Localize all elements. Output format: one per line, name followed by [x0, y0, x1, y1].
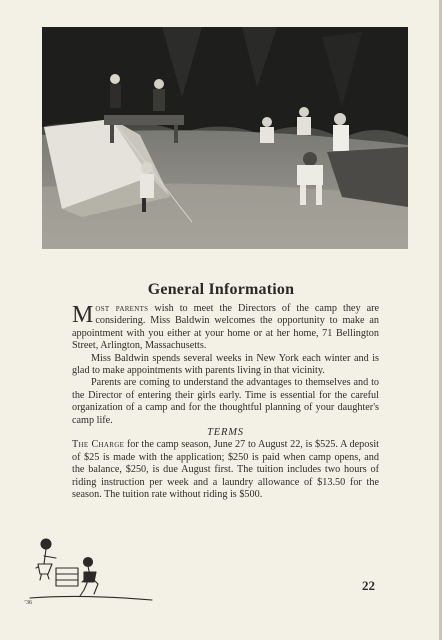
paragraph-new-york: Miss Baldwin spends several weeks in New York each winter and is glad to make appointments with parents living in that vicinity.: [72, 352, 379, 377]
illustration-signature: ’36: [24, 600, 32, 606]
terms-text: for the camp season, June 27 to August 22, is $525. A deposit of $25 is made with the application; $250 is paid when camp opens, and the balance, $250, is due August first. The tuition includes two hours of riding instruction per week and a laundry allowance of $13.50 for the season. The tuition rate without riding is $500.: [72, 439, 379, 501]
paragraph-intro: [72, 303, 379, 353]
intro-text: wish to meet the Directors of the camp they are considering. Miss Baldwin welcomes the opportunity to make an appointment with you either at your home or at her home, 71 Bellington Street, Arlington, Massachusetts.: [72, 303, 380, 352]
intro-smallcaps: ost parents: [95, 303, 149, 314]
terms-heading: TERMS: [207, 427, 244, 439]
page-title: General Information: [147, 281, 295, 298]
camp-tent-photo-icon: [42, 27, 408, 249]
body-text: [72, 303, 379, 502]
paragraph-early-entry: Parents are coming to understand the advantages to themselves and to the Director of entering their girls early. Time is essential for the careful organization of a camp and for the thoughtful planning of your daughter's camp life.: [72, 377, 379, 426]
terms-lead: The Charge: [72, 439, 125, 451]
illustration: [22, 534, 162, 610]
drop-cap: M: [72, 302, 94, 328]
paragraph-terms: [72, 439, 379, 501]
girls-sketch-icon: [22, 534, 162, 610]
page-number: 22: [362, 578, 375, 593]
camp-photo: [42, 27, 408, 249]
